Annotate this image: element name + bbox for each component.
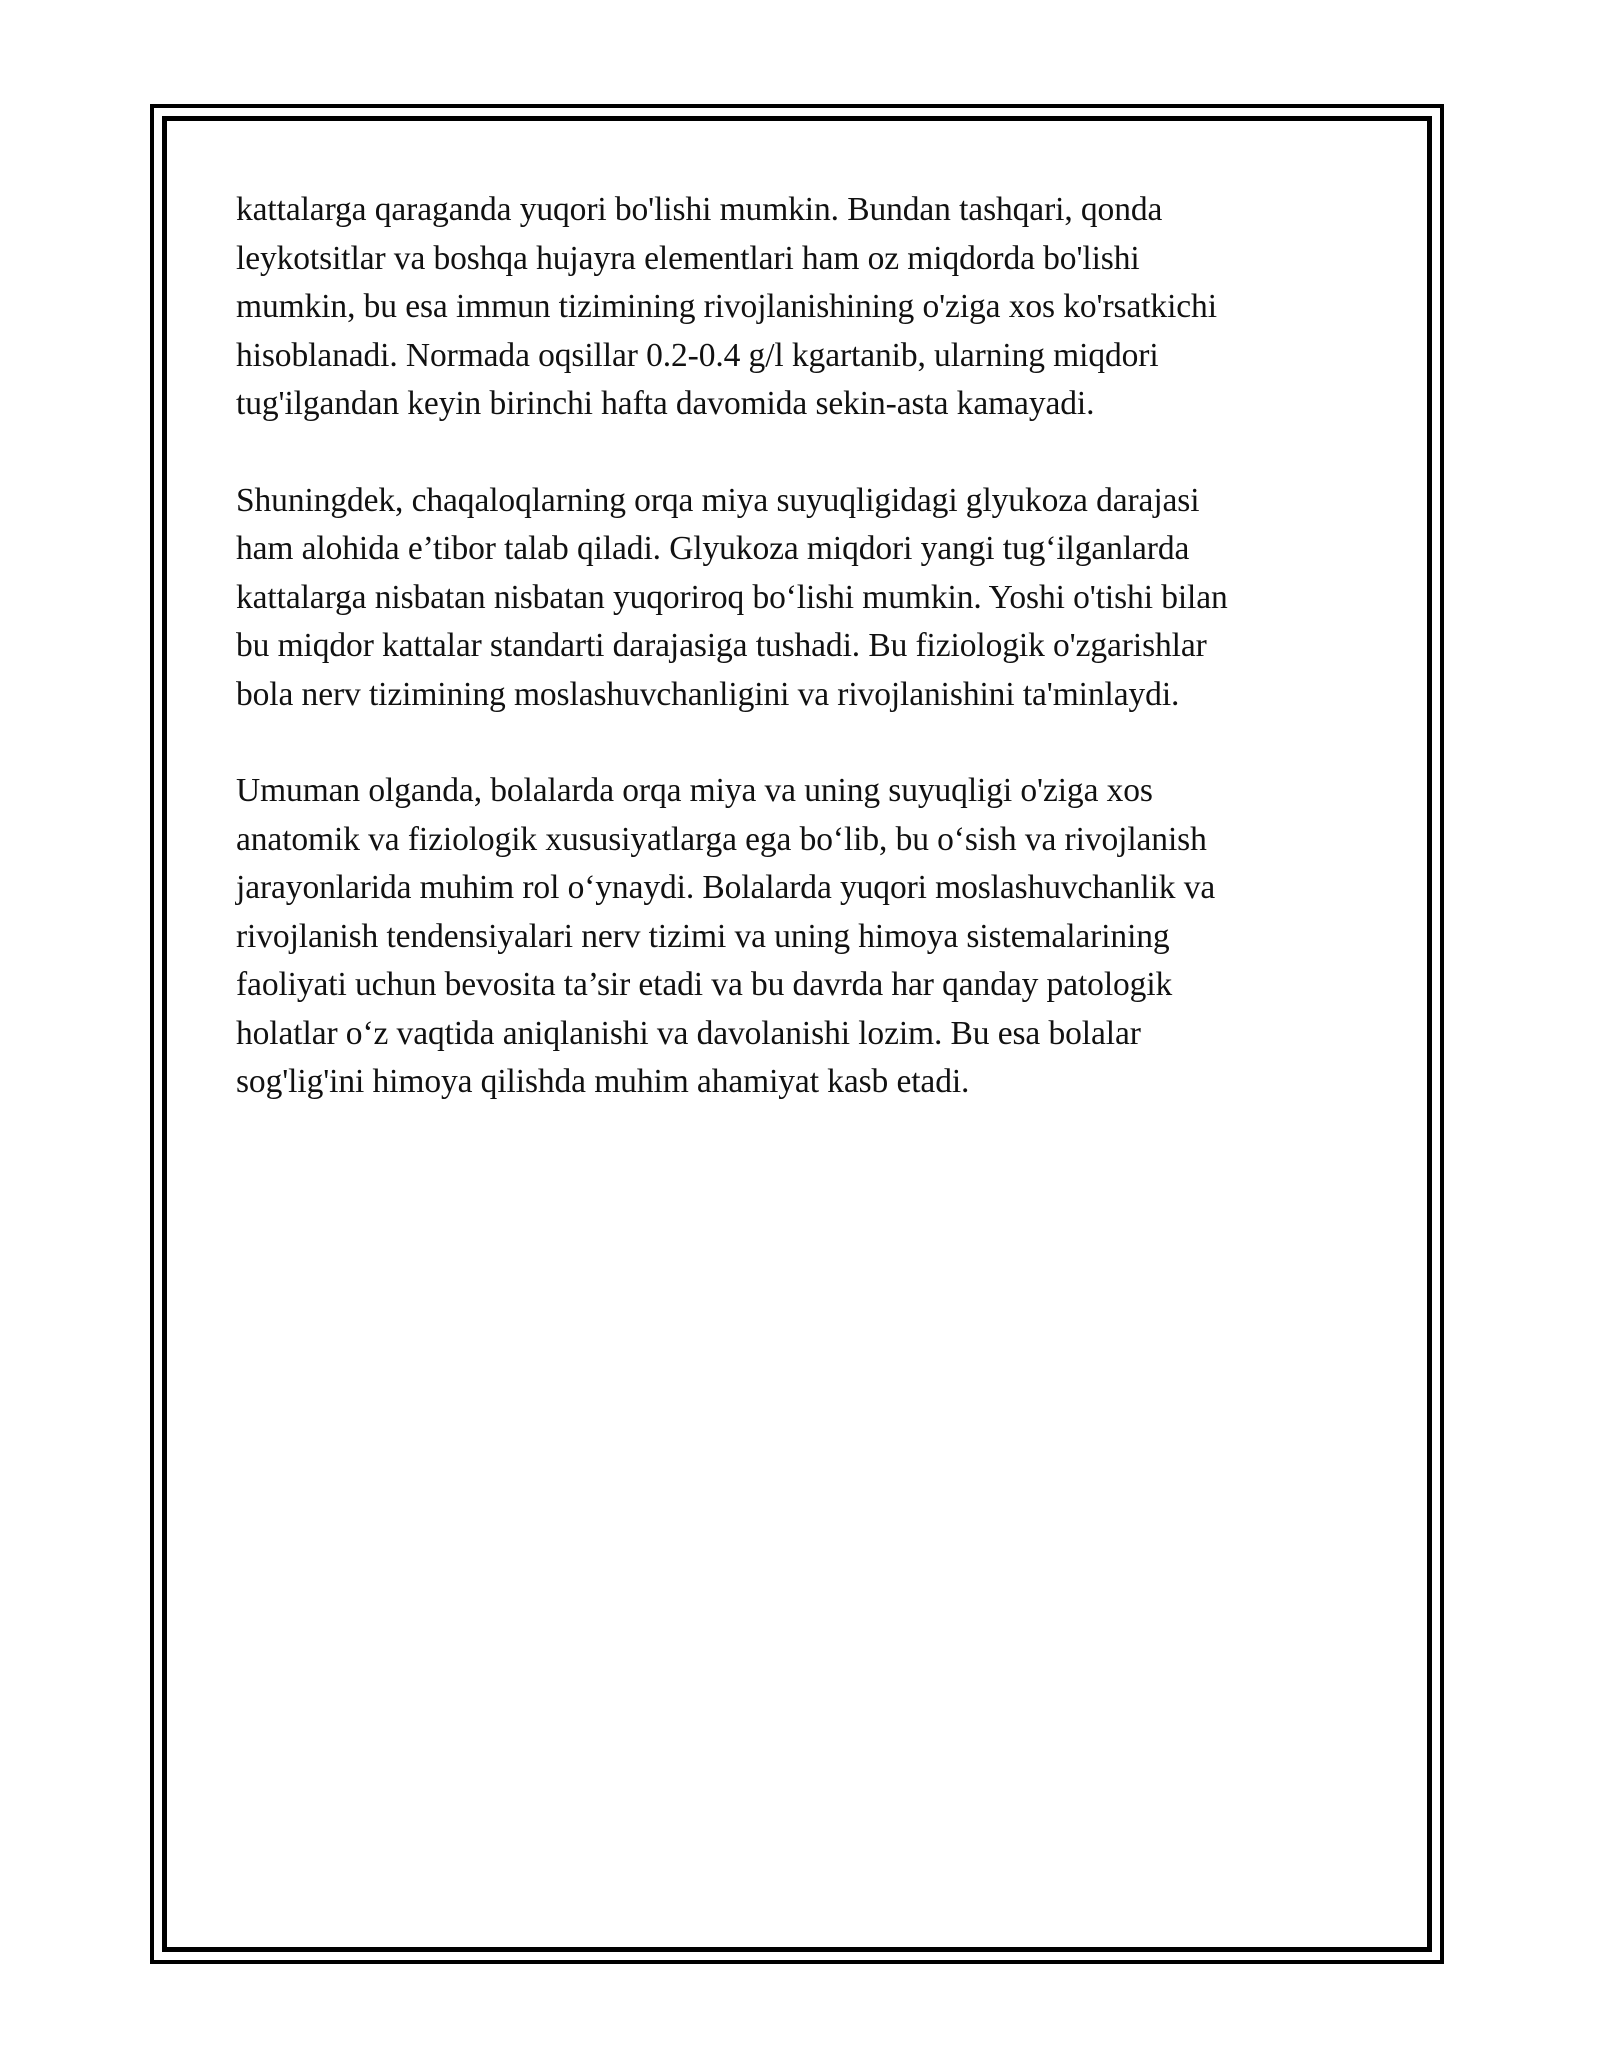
text-line: mumkin, bu esa immun tizimining rivojlanishining o'ziga xos ko'rsatkichi [236, 288, 1217, 325]
text-line: bola nerv tizimining moslashuvchanligini va rivojlanishini ta'minlaydi. [236, 675, 1180, 713]
text-line: ham alohida e’tibor talab qiladi. Glyukoza miqdori yangi tug‘ilganlarda [236, 530, 1190, 567]
paragraph-3 [236, 767, 1366, 1107]
text-line: anatomik va fiziologik xususiyatlarga ega bo‘lib, bu o‘sish va rivojlanish [236, 820, 1207, 858]
paragraph-2 [236, 477, 1366, 720]
text-line: faoliyati uchun bevosita ta’sir etadi va bu davrda har qanday patologik [236, 966, 1173, 1003]
text-line: bu miqdor kattalar standarti darajasiga tushadi. Bu fiziologik o'zgarishlar [236, 627, 1207, 664]
text-line: tug'ilgandan keyin birinchi hafta davomida sekin-asta kamayadi. [236, 385, 1095, 422]
text-line: leykotsitlar va boshqa hujayra elementlari ham oz miqdorda bo'lishi [236, 239, 1140, 277]
text-line: Umuman olganda, bolalarda orqa miya va uning suyuqligi o'ziga xos [236, 772, 1153, 809]
text-line: kattalarga nisbatan nisbatan yuqoriroq bo‘lishi mumkin. Yoshi o'tishi bilan [236, 578, 1228, 616]
text-line: rivojlanish tendensiyalari nerv tizimi va uning himoya sistemalarining [236, 917, 1170, 955]
paragraph-1 [236, 186, 1366, 429]
text-line: kattalarga qaraganda yuqori bo'lishi mumkin. Bundan tashqari, qonda [236, 191, 1163, 228]
document-body [236, 186, 1366, 1155]
text-line: sog'lig'ini himoya qilishda muhim ahamiyat kasb etadi. [236, 1063, 970, 1100]
text-line: hisoblanadi. Normada oqsillar 0.2-0.4 g/l kgartanib, ularning miqdori [236, 336, 1159, 374]
text-line: holatlar o‘z vaqtida aniqlanishi va davolanishi lozim. Bu esa bolalar [236, 1014, 1141, 1052]
text-line: jarayonlarida muhim rol o‘ynaydi. Bolalarda yuqori moslashuvchanlik va [236, 869, 1216, 906]
text-line: Shuningdek, chaqaloqlarning orqa miya suyuqligidagi glyukoza darajasi [236, 481, 1200, 519]
